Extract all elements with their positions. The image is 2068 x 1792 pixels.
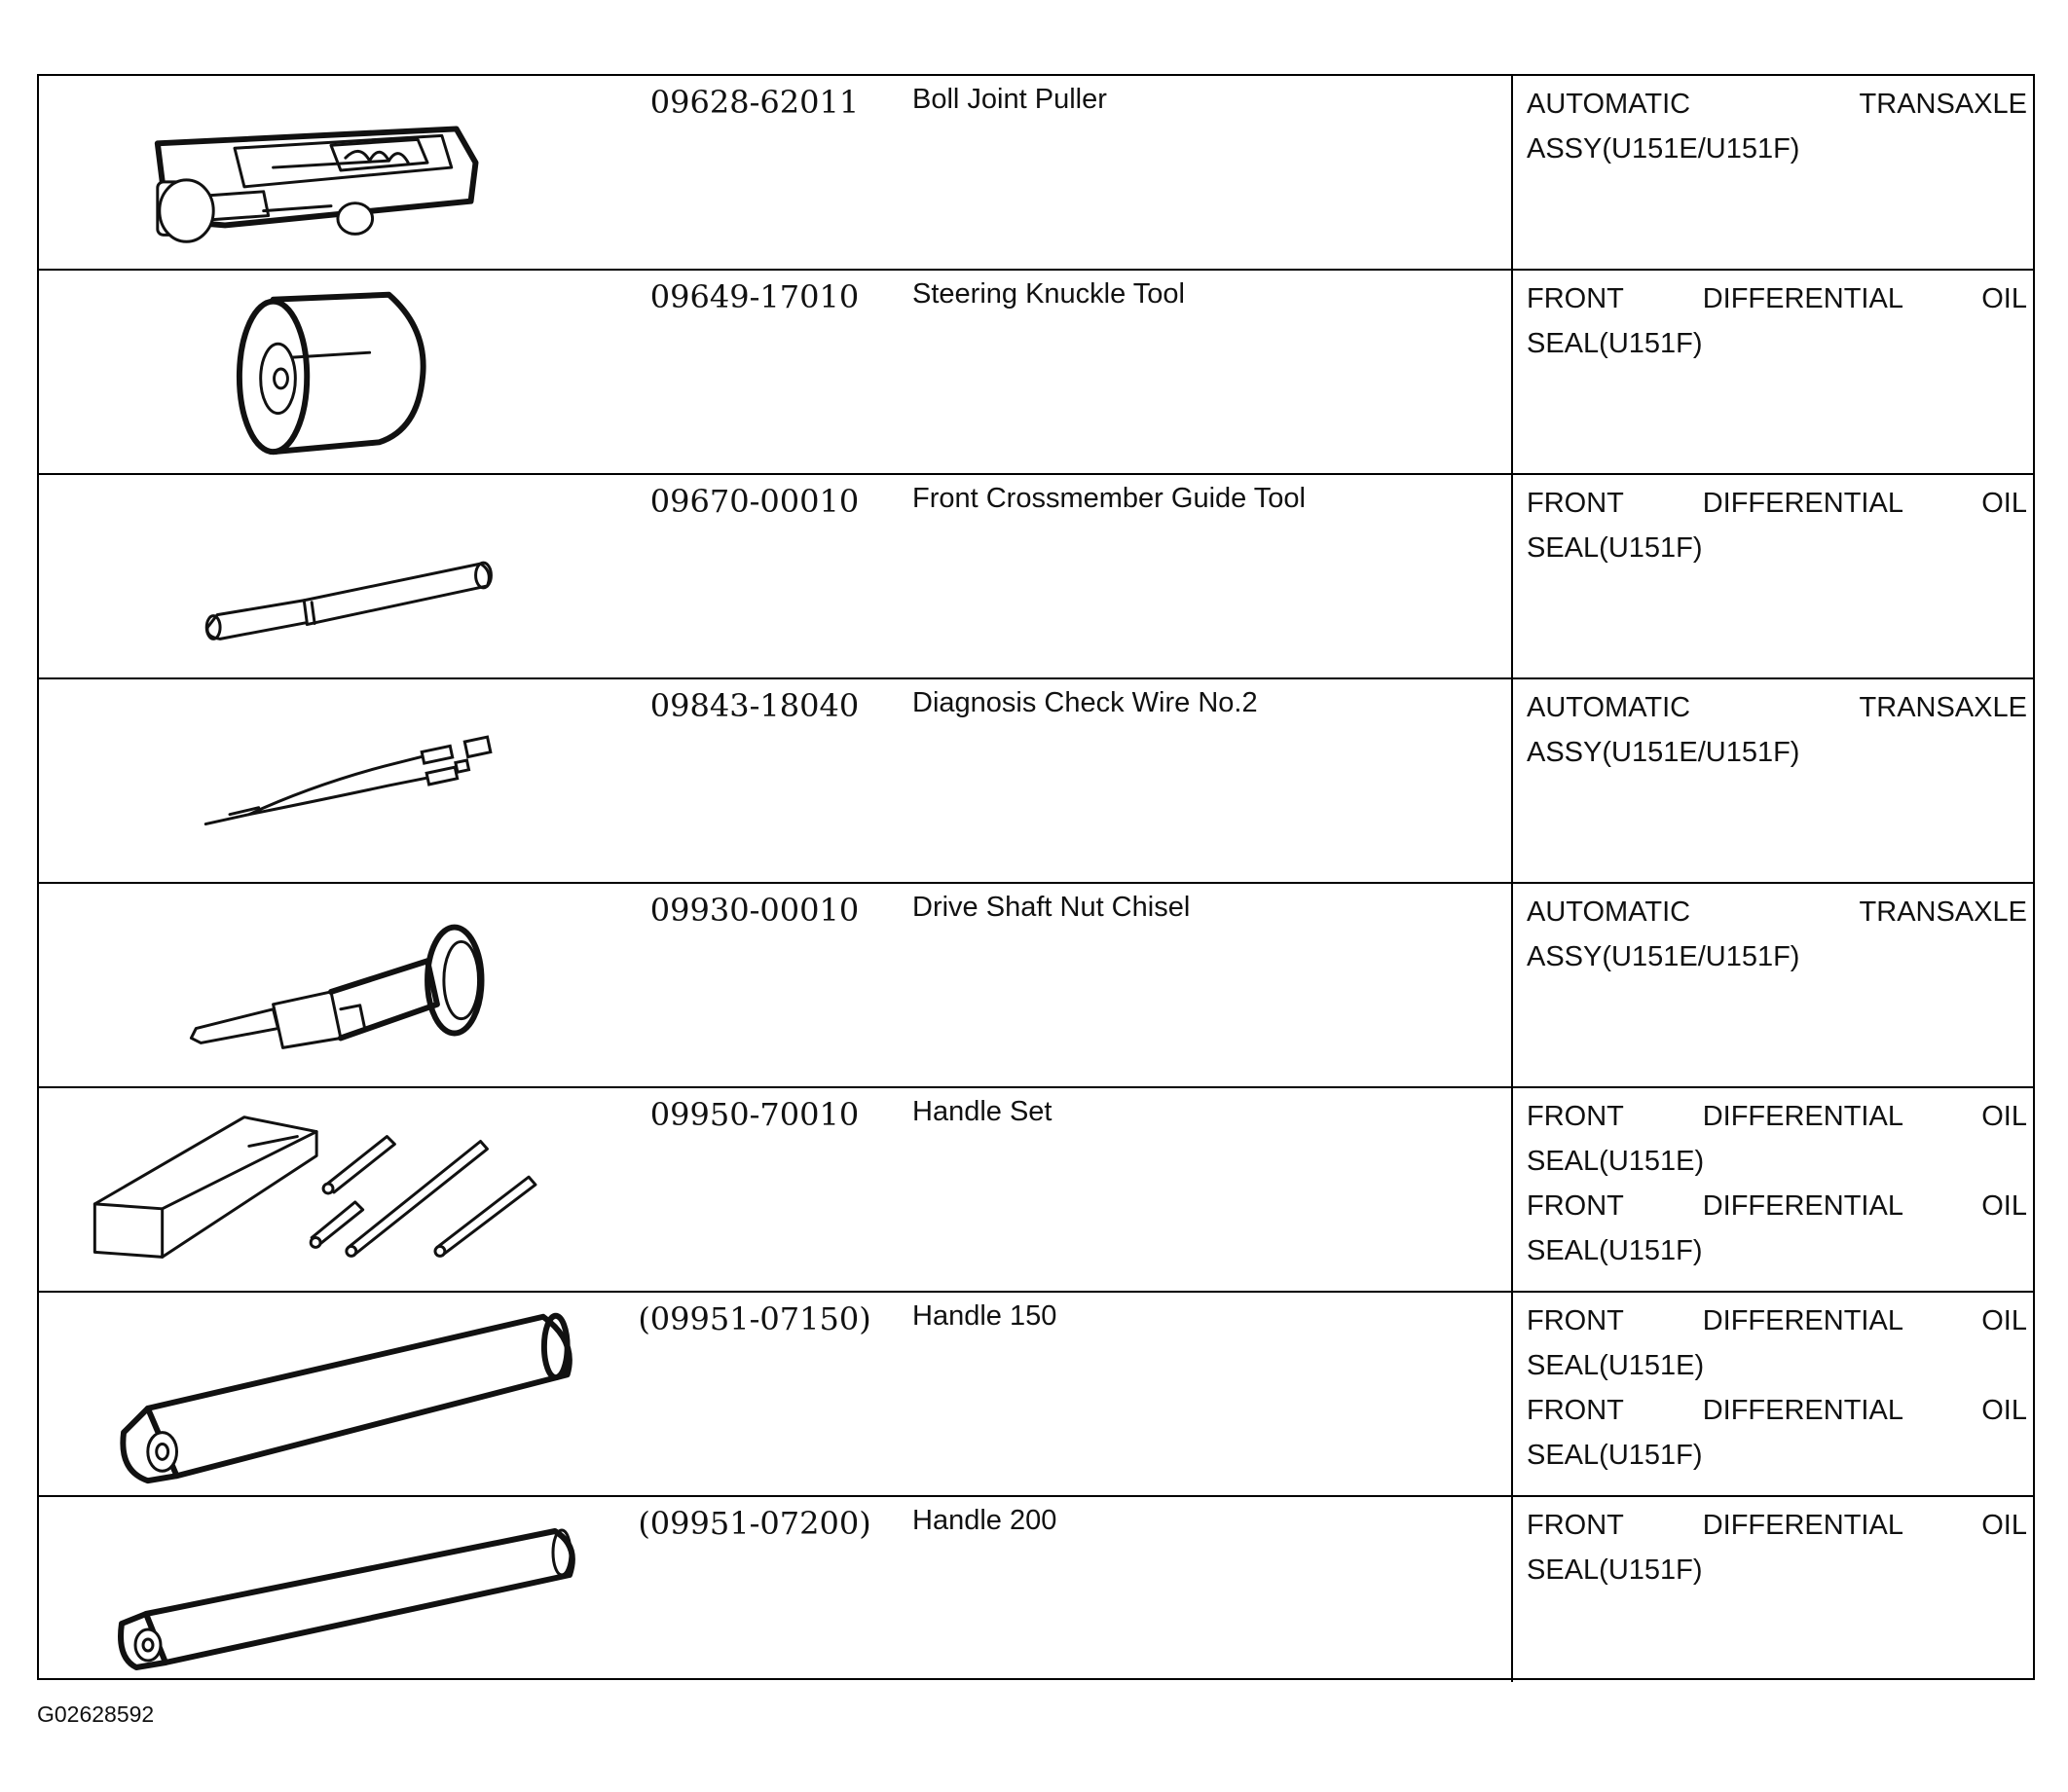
steering-knuckle-tool-illustration	[39, 271, 623, 473]
applies-line: FRONT DIFFERENTIAL OIL	[1527, 1101, 2027, 1132]
table-row	[39, 1497, 2033, 1682]
handle-150-illustration	[39, 1293, 623, 1495]
tool-name: Handle Set	[912, 1096, 1052, 1127]
table-row	[39, 1293, 2033, 1497]
applies-line: AUTOMATIC TRANSAXLE	[1527, 692, 2027, 723]
check-wire-illustration	[39, 679, 623, 882]
applies-line: FRONT DIFFERENTIAL OIL	[1527, 1510, 2027, 1541]
applies-line: FRONT DIFFERENTIAL OIL	[1527, 1190, 2027, 1222]
table-row	[39, 76, 2033, 271]
applies-line: SEAL(U151F)	[1527, 1440, 1703, 1471]
applies-line: ASSY(U151E/U151F)	[1527, 941, 1800, 972]
tool-name: Handle 200	[912, 1505, 1057, 1536]
applies-line: SEAL(U151E)	[1527, 1146, 1705, 1177]
applies-line: SEAL(U151F)	[1527, 328, 1703, 359]
part-number: 09670-00010	[649, 483, 860, 520]
ball-joint-puller-illustration	[39, 76, 623, 269]
figure-id: G02628592	[37, 1701, 155, 1727]
applies-line: ASSY(U151E/U151F)	[1527, 737, 1800, 768]
applies-line: AUTOMATIC TRANSAXLE	[1527, 896, 2027, 928]
part-number: 09950-70010	[649, 1096, 860, 1133]
part-number: (09951-07150)	[638, 1300, 871, 1337]
table-row	[39, 679, 2033, 884]
applies-line: FRONT DIFFERENTIAL OIL	[1527, 1395, 2027, 1426]
part-number: 09930-00010	[649, 892, 860, 929]
applies-line: FRONT DIFFERENTIAL OIL	[1527, 488, 2027, 519]
table-row	[39, 884, 2033, 1088]
tool-name: Boll Joint Puller	[912, 84, 1107, 115]
tool-name: Handle 150	[912, 1300, 1057, 1332]
tool-name: Front Crossmember Guide Tool	[912, 483, 1307, 514]
applies-line: AUTOMATIC TRANSAXLE	[1527, 89, 2027, 120]
applicable-section	[1511, 1088, 2035, 1291]
applicable-section	[1511, 679, 2035, 882]
applies-line: FRONT DIFFERENTIAL OIL	[1527, 283, 2027, 314]
part-number: 09628-62011	[649, 84, 860, 121]
part-number: (09951-07200)	[638, 1505, 871, 1542]
applies-line: SEAL(U151F)	[1527, 1235, 1703, 1266]
table-row	[39, 475, 2033, 679]
applies-line: SEAL(U151E)	[1527, 1350, 1705, 1381]
table-row	[39, 1088, 2033, 1293]
applicable-section	[1511, 884, 2035, 1086]
guide-tool-illustration	[39, 475, 623, 677]
applies-line: SEAL(U151F)	[1527, 1554, 1703, 1586]
applicable-section	[1511, 1497, 2035, 1682]
part-number: 09649-17010	[649, 278, 860, 315]
table-row	[39, 271, 2033, 475]
special-service-tools-table	[37, 74, 2035, 1680]
tool-name: Steering Knuckle Tool	[912, 278, 1185, 310]
applies-line: SEAL(U151F)	[1527, 532, 1703, 564]
applies-line: FRONT DIFFERENTIAL OIL	[1527, 1305, 2027, 1336]
chisel-illustration	[39, 884, 623, 1086]
applies-line: ASSY(U151E/U151F)	[1527, 133, 1800, 165]
handle-200-illustration	[39, 1497, 623, 1682]
handle-set-illustration	[39, 1088, 623, 1291]
applicable-section	[1511, 76, 2035, 269]
tool-name: Drive Shaft Nut Chisel	[912, 892, 1191, 923]
applicable-section	[1511, 475, 2035, 677]
part-number: 09843-18040	[649, 687, 860, 724]
applicable-section	[1511, 1293, 2035, 1495]
tool-name: Diagnosis Check Wire No.2	[912, 687, 1258, 718]
applicable-section	[1511, 271, 2035, 473]
